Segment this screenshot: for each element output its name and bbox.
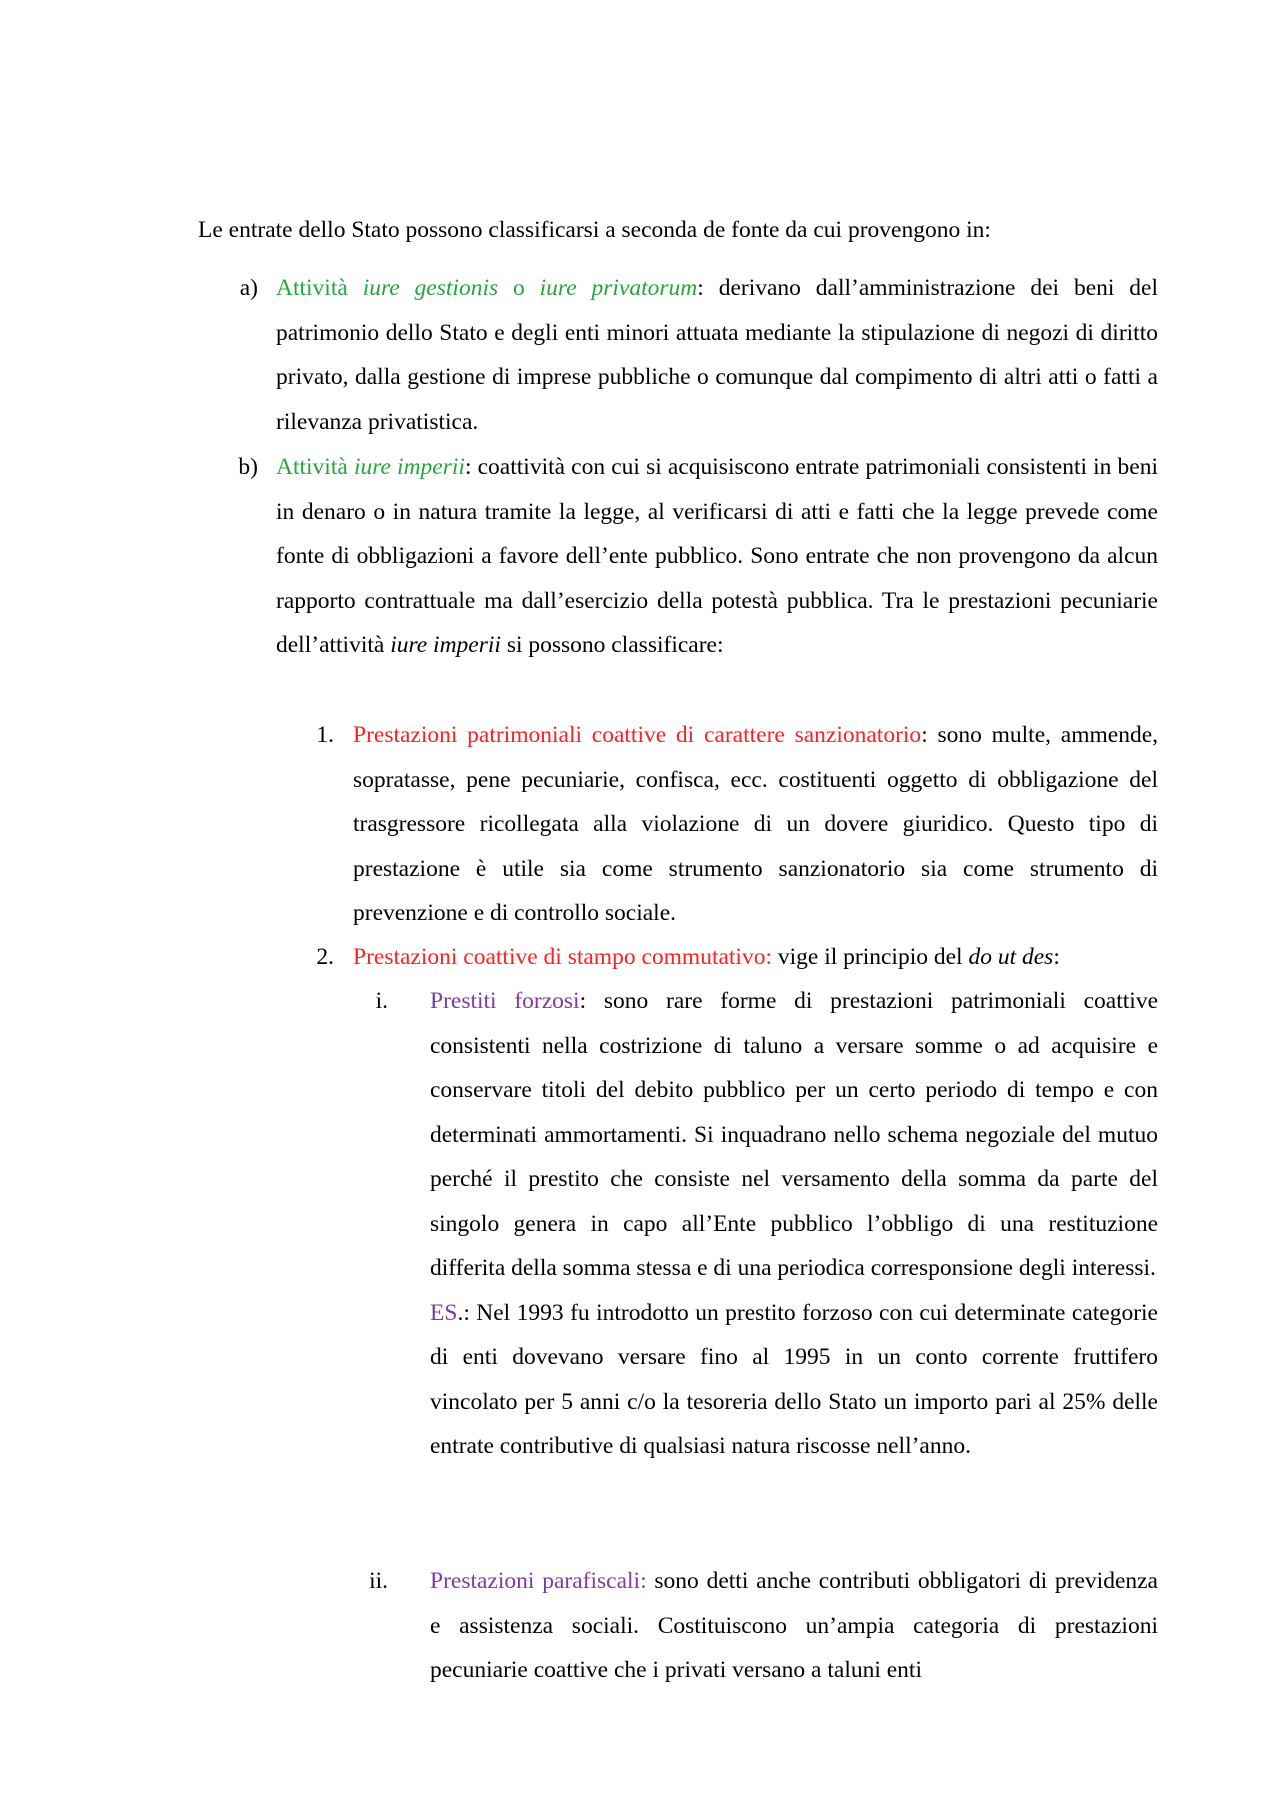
example-text: .: Nel 1993 fu introdotto un prestito forzoso con cui determinate categorie di enti dovevano versare fino al 1995 in un conto corrente fruttifero vincolato per 5 anni c/o la tesoreria dello Stato un importo pari al 25% delle entrate contributive di qualsiasi natura riscosse nell’anno. [430, 1299, 1158, 1459]
item-1-title: Prestazioni patrimoniali coattive di carattere sanzionatorio [353, 722, 922, 748]
list-item-2 [353, 935, 1158, 980]
list-item-b [276, 445, 1158, 668]
item-b-text: : coattività con cui si acquisiscono entrate patrimoniali consistenti in beni in denaro o in natura tramite la legge, al verificarsi di atti e fatti che la legge prevede come fonte di obbligazioni a favore dell’ente pubblico. Sono entrate che non provengono da alcun rapporto contrattuale ma dall’esercizio della potestà pubblica. Tra le prestazioni pecuniarie dell’attività [276, 454, 1159, 658]
item-a-text: : derivano dall’amministrazione dei beni del patrimonio dello Stato e degli enti minori attuata mediante la stipulazione di negozi di diritto privato, dalla gestione di imprese pubbliche o comunque dal compimento di altri atti o fatti a rilevanza privatistica. [276, 275, 1159, 435]
item-b-title: Attività iure imperii [276, 454, 465, 480]
list-marker-ii: ii. [369, 1568, 388, 1594]
list-item-ii [430, 1559, 1158, 1693]
item-b-emphasis: iure imperii [390, 632, 501, 658]
item-2-text: vige il principio del [772, 944, 969, 970]
list-item-i [430, 979, 1158, 1469]
item-2-title: Prestazioni coattive di stampo commutativo: [353, 944, 772, 970]
list-item-1 [353, 713, 1158, 936]
item-a-title: Attività iure gestionis o iure privatorum [276, 275, 698, 301]
list-marker-b: b) [238, 454, 258, 480]
item-i-paragraph [430, 979, 1158, 1291]
list-marker-1: 1. [316, 722, 334, 748]
item-ii-title: Prestazioni parafiscali: [430, 1568, 647, 1594]
intro-paragraph: Le entrate dello Stato possono classificarsi a seconda de fonte da cui provengono in: [198, 217, 991, 243]
item-2-emphasis: do ut des [968, 944, 1054, 970]
item-2-colon: : [1053, 944, 1060, 970]
item-b-text-end: si possono classificare: [500, 632, 724, 658]
list-item-a [276, 266, 1158, 444]
item-i-example [430, 1291, 1158, 1469]
list-marker-a: a) [239, 275, 258, 301]
item-ii-text: sono detti anche contributi obbligatori di previdenza e assistenza sociali. Costituiscono un’ampia categoria di prestazioni pecuniarie coattive che i privati versano a taluni enti [430, 1568, 1158, 1683]
item-i-text: : sono rare forme di prestazioni patrimoniali coattive consistenti nella costrizione di taluno a versare somme o ad acquisire e conservare titoli del debito pubblico per un certo periodo di tempo e con determinati ammortamenti. Si inquadrano nello schema negoziale del mutuo perché il prestito che consiste nel versamento della somma da parte del singolo genera in capo all’Ente pubblico l’obbligo di una restituzione differita della somma stessa e di una periodica corresponsione degli interessi. [430, 988, 1158, 1281]
item-i-title: Prestiti forzosi [430, 988, 580, 1014]
example-label: ES [430, 1299, 458, 1326]
list-marker-2: 2. [316, 944, 334, 970]
list-marker-i: i. [375, 988, 388, 1014]
item-1-text: : sono multe, ammende, sopratasse, pene pecuniarie, confisca, ecc. costituenti oggetto di obbligazione del trasgressore ricollegata alla violazione di un dovere giuridico. Questo tipo di prestazione è utile sia come strumento sanzionatorio sia come strumento di prevenzione e di controllo sociale. [353, 722, 1158, 926]
